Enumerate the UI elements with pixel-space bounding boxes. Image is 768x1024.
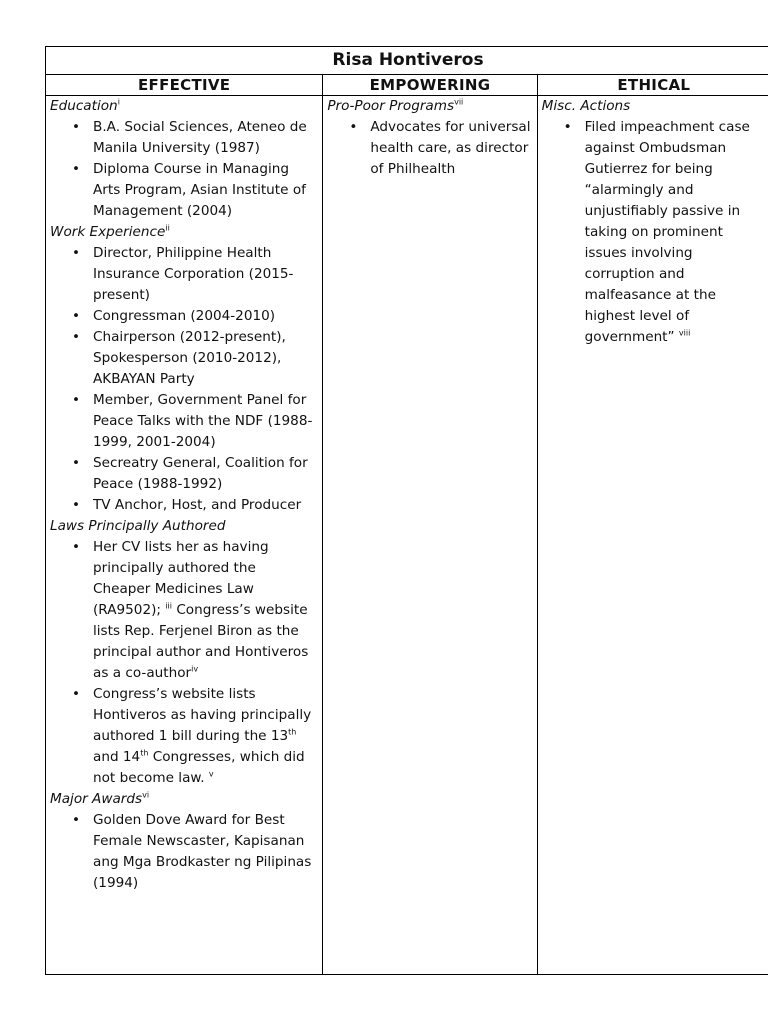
bullet-icon: • — [563, 119, 572, 135]
bullet-icon: • — [72, 329, 81, 345]
list-item: • Filed impeachment case against Ombudsman Gutierrez for being “alarmingly and unjustifiably passive in taking on prominent issues involving corruption and malfeasance at the highest level of government” $^{viii}$ — [563, 119, 750, 345]
work-experience-list — [50, 243, 322, 516]
pro-poor-list — [327, 117, 536, 180]
table-title: Risa Hontiveros — [46, 47, 768, 75]
laws-heading: Laws Principally Authored — [50, 518, 226, 534]
bullet-icon: • — [72, 245, 81, 261]
endnote-marker: vi — [142, 790, 150, 800]
bullet-icon: • — [72, 497, 81, 513]
endnote-marker: vii — [454, 97, 464, 107]
list-item: • Member, Government Panel for Peace Talks with the NDF (1988-1999, 2001-2004) — [72, 392, 313, 450]
column-header-effective: EFFECTIVE — [46, 75, 323, 96]
profile-table — [45, 46, 768, 975]
endnote-marker: ii — [165, 223, 170, 233]
endnote-marker: i — [117, 97, 120, 107]
effective-cell — [46, 96, 323, 975]
ethical-cell — [537, 96, 768, 975]
empowering-cell — [323, 96, 537, 975]
bullet-icon: • — [72, 686, 81, 702]
list-item: • Director, Philippine Health Insurance Corporation (2015-present) — [72, 245, 294, 303]
misc-actions-heading: Misc. Actions — [541, 98, 631, 114]
pro-poor-heading: Pro-Poor Programs$^{vii}$ — [327, 97, 464, 114]
list-item: • Chairperson (2012-present), Spokesperson (2010-2012), AKBAYAN Party — [72, 329, 286, 387]
awards-heading: Major Awards$^{vi}$ — [50, 790, 150, 807]
endnote-marker: viii — [678, 328, 691, 338]
bullet-icon: • — [72, 812, 81, 828]
list-item: • Secreatry General, Coalition for Peace (1988-1992) — [72, 455, 308, 492]
list-item: • Advocates for universal health care, as director of Philhealth — [349, 119, 531, 177]
list-item: • B.A. Social Sciences, Ateneo de Manila University (1987) — [72, 119, 307, 156]
list-item: • Congressman (2004-2010) — [50, 306, 322, 327]
education-heading: Education$^i$ — [50, 97, 120, 114]
list-item: • Congress’s website lists Hontiveros as having principally authored 1 bill during the 13th and 14th Congresses, which did not become law. $^v$ — [72, 686, 312, 786]
misc-actions-list — [542, 117, 768, 348]
education-list — [50, 117, 322, 222]
endnote-marker: iii — [165, 601, 172, 611]
endnote-marker: v — [208, 769, 214, 779]
awards-list — [50, 810, 322, 894]
work-experience-heading: Work Experience$^{ii}$ — [50, 223, 170, 240]
list-item: • TV Anchor, Host, and Producer — [50, 495, 322, 516]
list-item: • Her CV lists her as having principally authored the Cheaper Medicines Law (RA9502); $^{iii}$ Congress’s website lists Rep. Ferjenel Biron as the principal author and Hontiveros as a co-author$^{iv}$ — [72, 539, 309, 681]
bullet-icon: • — [72, 392, 81, 408]
column-header-empowering: EMPOWERING — [323, 75, 537, 96]
laws-list — [50, 537, 322, 789]
bullet-icon: • — [72, 455, 81, 471]
column-header-ethical: ETHICAL — [537, 75, 768, 96]
bullet-icon: • — [349, 119, 358, 135]
bullet-icon: • — [72, 308, 81, 324]
list-item: • Diploma Course in Managing Arts Program, Asian Institute of Management (2004) — [72, 161, 306, 219]
list-item: • Golden Dove Award for Best Female Newscaster, Kapisanan ang Mga Brodkaster ng Pilipinas (1994) — [72, 812, 312, 891]
bullet-icon: • — [72, 119, 81, 135]
bullet-icon: • — [72, 539, 81, 555]
bullet-icon: • — [72, 161, 81, 177]
endnote-marker: iv — [191, 664, 199, 674]
